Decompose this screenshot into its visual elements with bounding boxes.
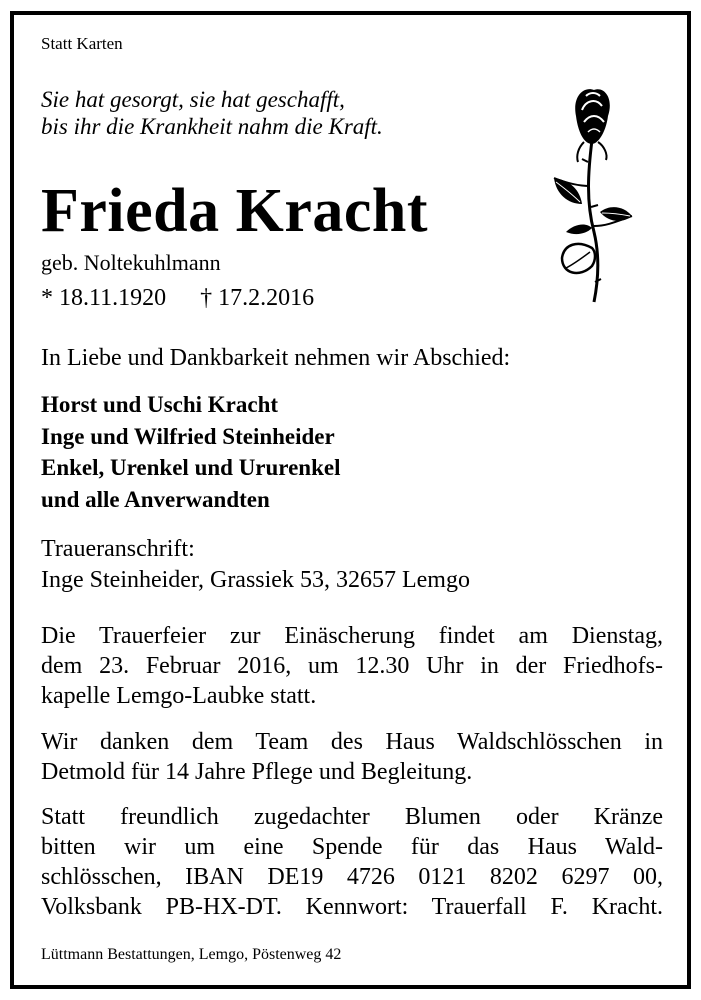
address-value: Inge Steinheider, Grassiek 53, 32657 Lemgo (41, 567, 470, 593)
mourner: und alle Anverwandten (41, 486, 270, 512)
maiden-name: geb. Noltekuhlmann (41, 250, 221, 275)
paragraph-line: dem 23. Februar 2016, um 12.30 Uhr in der Friedhofs- (41, 653, 663, 679)
rose-icon (538, 82, 638, 304)
quote-line: bis ihr die Krankheit nahm die Kraft. (41, 114, 383, 139)
memorial-quote (41, 86, 383, 140)
quote-line: Sie hat gesorgt, sie hat geschafft, (41, 87, 345, 112)
donation-paragraph (41, 802, 663, 922)
paragraph-line: Die Trauerfeier zur Einäscherung findet am Dienstag, (41, 623, 663, 649)
paragraph-line: Statt freundlich zugedachter Blumen oder Kränze (41, 804, 663, 830)
paragraph-line: kapelle Lemgo-Laubke statt. (41, 683, 317, 709)
paragraph-line: schlösschen, IBAN DE19 4726 0121 8202 6297 00, (41, 864, 663, 890)
mourner: Horst und Uschi Kracht (41, 392, 279, 417)
mourners-list (41, 389, 340, 515)
paragraph-line: Detmold für 14 Jahre Pflege und Begleitung. (41, 759, 473, 785)
paragraph-line: Volksbank PB-HX-DT. Kennwort: Trauerfall F. Kracht. (41, 894, 663, 920)
paragraph-line: bitten wir um eine Spende für das Haus Wald- (41, 834, 663, 860)
thanks-paragraph (41, 727, 663, 787)
life-dates (41, 285, 314, 312)
deceased-name: Frieda Kracht (41, 177, 429, 245)
mourner: Enkel, Urenkel und Ururenkel (41, 455, 341, 480)
paragraph-line: Wir danken dem Team des Haus Waldschlösschen in (41, 729, 663, 755)
mourner: Inge und Wilfried Steinheider (41, 423, 335, 449)
header-note: Statt Karten (41, 34, 123, 53)
mourning-address (41, 534, 470, 596)
farewell-intro: In Liebe und Dankbarkeit nehmen wir Abschied: (41, 345, 511, 371)
death-date: † 17.2.2016 (200, 285, 315, 311)
birth-date: * 18.11.1920 (41, 285, 167, 311)
address-label: Traueranschrift: (41, 536, 195, 562)
funeral-home-footer: Lüttmann Bestattungen, Lemgo, Pöstenweg 42 (41, 946, 342, 963)
funeral-service-paragraph (41, 621, 663, 711)
